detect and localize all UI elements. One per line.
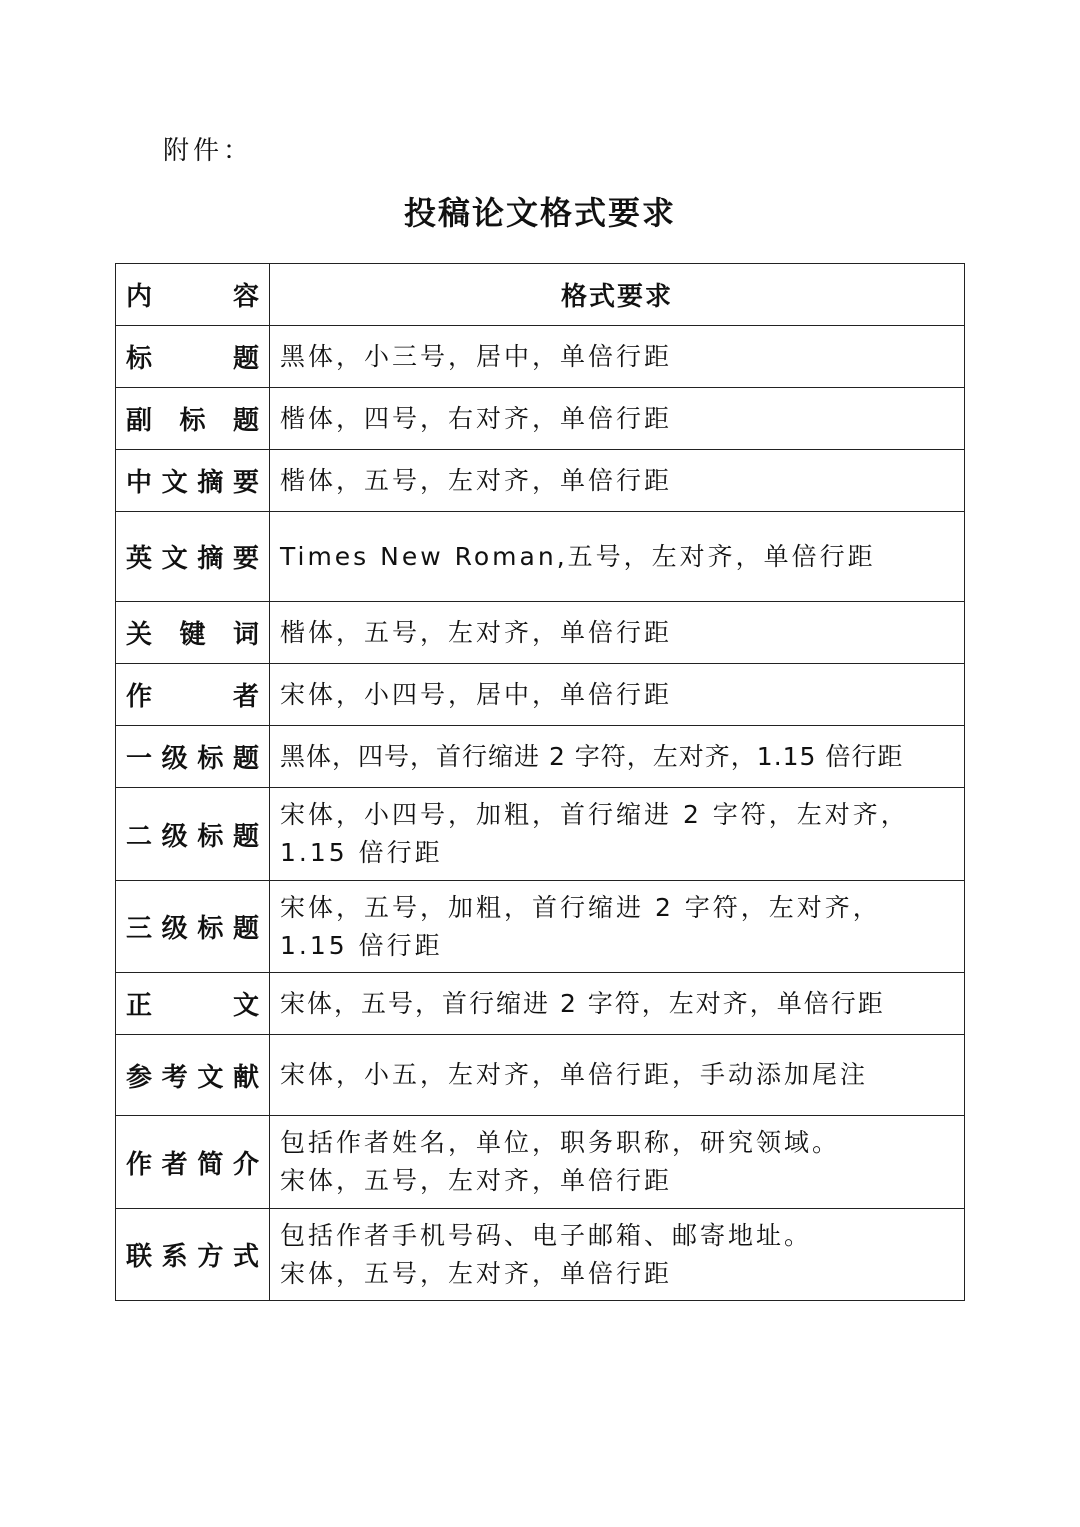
table-row xyxy=(116,1116,965,1209)
row-label: 作者 xyxy=(126,682,259,712)
table-row xyxy=(116,881,965,973)
table-row xyxy=(116,973,965,1035)
row-value-cell xyxy=(270,326,965,388)
row-label: 联系方式 xyxy=(126,1242,259,1272)
row-label: 正文 xyxy=(126,991,259,1021)
row-label: 作者简介 xyxy=(126,1149,259,1180)
row-value-line: 宋体，五号，加粗，首行缩进 2 字符，左对齐， xyxy=(280,892,881,922)
row-value-line: 楷体，五号，左对齐，单倍行距 xyxy=(280,465,673,495)
row-label-cell xyxy=(116,450,270,512)
row-label-cell xyxy=(116,1035,270,1116)
row-label-cell xyxy=(116,602,270,664)
row-value-cell xyxy=(270,881,965,973)
row-value-line: 包括作者姓名，单位，职务职称，研究领域。 xyxy=(280,1128,841,1157)
row-label: 副标题 xyxy=(126,406,259,436)
row-value-cell xyxy=(270,602,965,664)
row-value-cell xyxy=(270,788,965,881)
table-row xyxy=(116,726,965,788)
row-value-line: 宋体，五号，首行缩进 2 字符，左对齐，单倍行距 xyxy=(280,988,885,1018)
table-row xyxy=(116,1209,965,1301)
table-row xyxy=(116,326,965,388)
row-label: 标题 xyxy=(126,344,259,374)
row-value-line: 黑体，四号，首行缩进 2 字符，左对齐，1.15 倍行距 xyxy=(280,741,904,771)
table-row xyxy=(116,664,965,726)
row-value-line: 宋体，小四号，居中，单倍行距 xyxy=(280,679,673,709)
row-label: 中文摘要 xyxy=(126,468,259,498)
row-value-cell xyxy=(270,726,965,788)
header-content-cell xyxy=(116,264,270,326)
row-value-line: 楷体，五号，左对齐，单倍行距 xyxy=(280,617,673,647)
row-label-cell xyxy=(116,726,270,788)
row-value-line: 宋体，五号，左对齐，单倍行距 xyxy=(280,1166,673,1195)
table-row xyxy=(116,788,965,881)
row-value-cell xyxy=(270,1035,965,1116)
row-value-line: 1.15 倍行距 xyxy=(280,930,443,960)
row-value-cell xyxy=(270,450,965,512)
row-label: 一级标题 xyxy=(126,744,259,774)
row-label-cell xyxy=(116,664,270,726)
row-value-line: 黑体，小三号，居中，单倍行距 xyxy=(280,341,673,371)
row-value-line: 宋体，小四号，加粗，首行缩进 2 字符，左对齐， xyxy=(280,800,909,829)
row-value-cell xyxy=(270,512,965,602)
header-format-cell xyxy=(270,264,965,326)
row-value-cell xyxy=(270,1116,965,1209)
header-format-label: 格式要求 xyxy=(560,282,673,312)
row-value-line: 楷体，四号，右对齐，单倍行距 xyxy=(280,403,673,433)
row-value-line: 包括作者手机号码、电子邮箱、邮寄地址。 xyxy=(280,1220,813,1250)
table-header-row xyxy=(116,264,965,326)
document-title: 投稿论文格式要求 xyxy=(403,194,676,232)
row-label-cell xyxy=(116,788,270,881)
table-row xyxy=(116,512,965,602)
attachment-label: 附件： xyxy=(163,136,254,166)
table-row xyxy=(116,450,965,512)
row-value-cell xyxy=(270,973,965,1035)
row-value-cell xyxy=(270,664,965,726)
row-label: 英文摘要 xyxy=(126,544,259,574)
row-label-cell xyxy=(116,326,270,388)
row-label: 三级标题 xyxy=(126,914,259,944)
row-value-line: 1.15 倍行距 xyxy=(280,838,443,867)
row-label-cell xyxy=(116,512,270,602)
row-label: 参考文献 xyxy=(126,1062,259,1093)
format-requirements-table xyxy=(115,263,965,1301)
row-value-cell xyxy=(270,1209,965,1301)
row-label-cell xyxy=(116,881,270,973)
row-label: 关键词 xyxy=(126,620,259,650)
table-row xyxy=(116,602,965,664)
row-value-line: 宋体，五号，左对齐，单倍行距 xyxy=(280,1258,673,1288)
row-label-cell xyxy=(116,1116,270,1209)
row-value-line: 宋体，小五，左对齐，单倍行距，手动添加尾注 xyxy=(280,1060,869,1089)
row-label-cell xyxy=(116,1209,270,1301)
table-row xyxy=(116,388,965,450)
row-label: 二级标题 xyxy=(126,821,259,852)
row-value-line: Times New Roman,五号，左对齐，单倍行距 xyxy=(280,541,876,571)
row-value-cell xyxy=(270,388,965,450)
row-label-cell xyxy=(116,973,270,1035)
row-label-cell xyxy=(116,388,270,450)
header-content-label: 内容 xyxy=(126,282,259,312)
table-row xyxy=(116,1035,965,1116)
